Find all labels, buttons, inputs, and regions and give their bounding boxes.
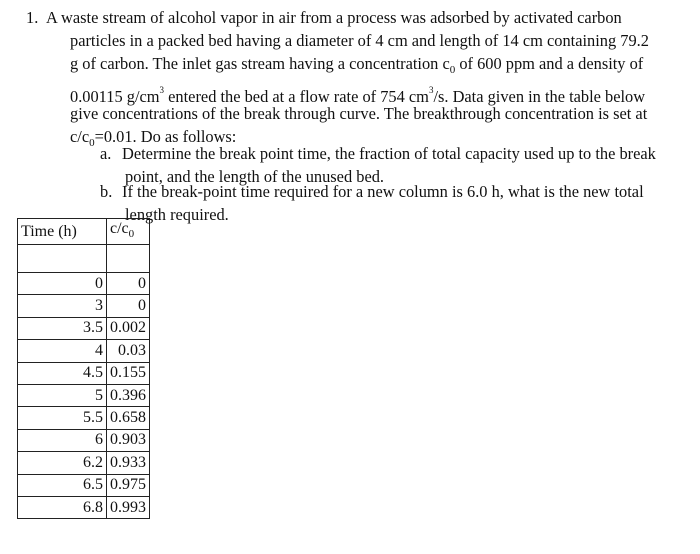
problem-text-5: give concentrations of the break through curve. The breakthrough concentration is set at [70,104,648,123]
time-cell: 5.5 [18,407,107,429]
time-cell: 4 [18,340,107,362]
problem-text-6a: c/c [70,127,90,146]
conc-cell: 0.933 [107,452,150,474]
table-row [18,407,150,429]
subscript-zero-2: 0 [89,137,95,149]
problem-text-1: A waste stream of alcohol vapor in air from a process was adsorbed by activated carbon [46,8,622,27]
problem-text-3a: g of carbon. The inlet gas stream having a concentration c [70,54,450,73]
time-cell: 6.2 [18,452,107,474]
conc-cell: 0.658 [107,407,150,429]
problem-text-4b: entered the bed at a flow rate of 754 cm [168,87,429,106]
time-cell: 3.5 [18,317,107,339]
problem-line-5 [70,102,690,125]
table-row [18,496,150,518]
time-cell: 0 [18,273,107,295]
part-b-letter: b. [100,182,113,201]
subscript-zero: 0 [449,64,456,76]
part-a-line-1: Determine the break point time, the fraction of total capacity used up to the break [122,144,656,163]
problem-text-6b: =0.01. Do as follows: [94,127,237,146]
part-b-line-1: If the break-point time required for a new column is 6.0 h, what is the new total [122,182,644,201]
table-row [18,429,150,451]
table-row [18,273,150,295]
conc-cell: 0.396 [107,384,150,406]
table-row [18,474,150,496]
problem-number: 1. [26,8,39,27]
table-row [18,362,150,384]
conc-cell: 0.03 [107,340,150,362]
part-a-letter: a. [100,144,112,163]
conc-cell: 0.903 [107,429,150,451]
problem-text-3b: of 600 ppm and a density of [459,54,644,73]
superscript-three-2: 3 [428,85,434,95]
conc-cell: 0 [107,295,150,317]
problem-text-4a: 0.00115 g/cm [70,87,160,106]
blank-cell [107,245,150,273]
problem-line-4 [70,79,690,106]
table-row [18,317,150,339]
header-conc-subscript: 0 [128,228,135,240]
header-conc-text: c/c [110,220,129,237]
time-cell: 5 [18,384,107,406]
time-cell: 3 [18,295,107,317]
problem-text-2: particles in a packed bed having a diameter of 4 cm and length of 14 cm containing 79.2 [70,31,649,50]
time-cell: 6.5 [18,474,107,496]
problem-line-3 [70,52,690,75]
table-row [18,452,150,474]
problem-line-2 [70,29,690,52]
conc-cell: 0.155 [107,362,150,384]
superscript-three: 3 [159,85,165,95]
breakthrough-data-table [17,218,150,519]
part-b-line-2: length required. [125,205,229,224]
table-row [18,340,150,362]
table-header-row [18,219,150,245]
problem-text-4c: /s. Data given in the table below [433,87,646,106]
header-time: Time (h) [18,219,107,245]
conc-cell: 0 [107,273,150,295]
time-cell: 6 [18,429,107,451]
part-b [100,180,690,226]
part-a-line-2: point, and the length of the unused bed. [125,167,385,186]
blank-cell [18,245,107,273]
table-row [18,295,150,317]
conc-cell: 0.993 [107,496,150,518]
conc-cell: 0.002 [107,317,150,339]
table-row [18,384,150,406]
time-cell: 4.5 [18,362,107,384]
table-blank-row [18,245,150,273]
time-cell: 6.8 [18,496,107,518]
problem-line-1 [26,6,690,29]
header-concentration [107,219,150,245]
problem-statement [26,6,690,148]
conc-cell: 0.975 [107,474,150,496]
